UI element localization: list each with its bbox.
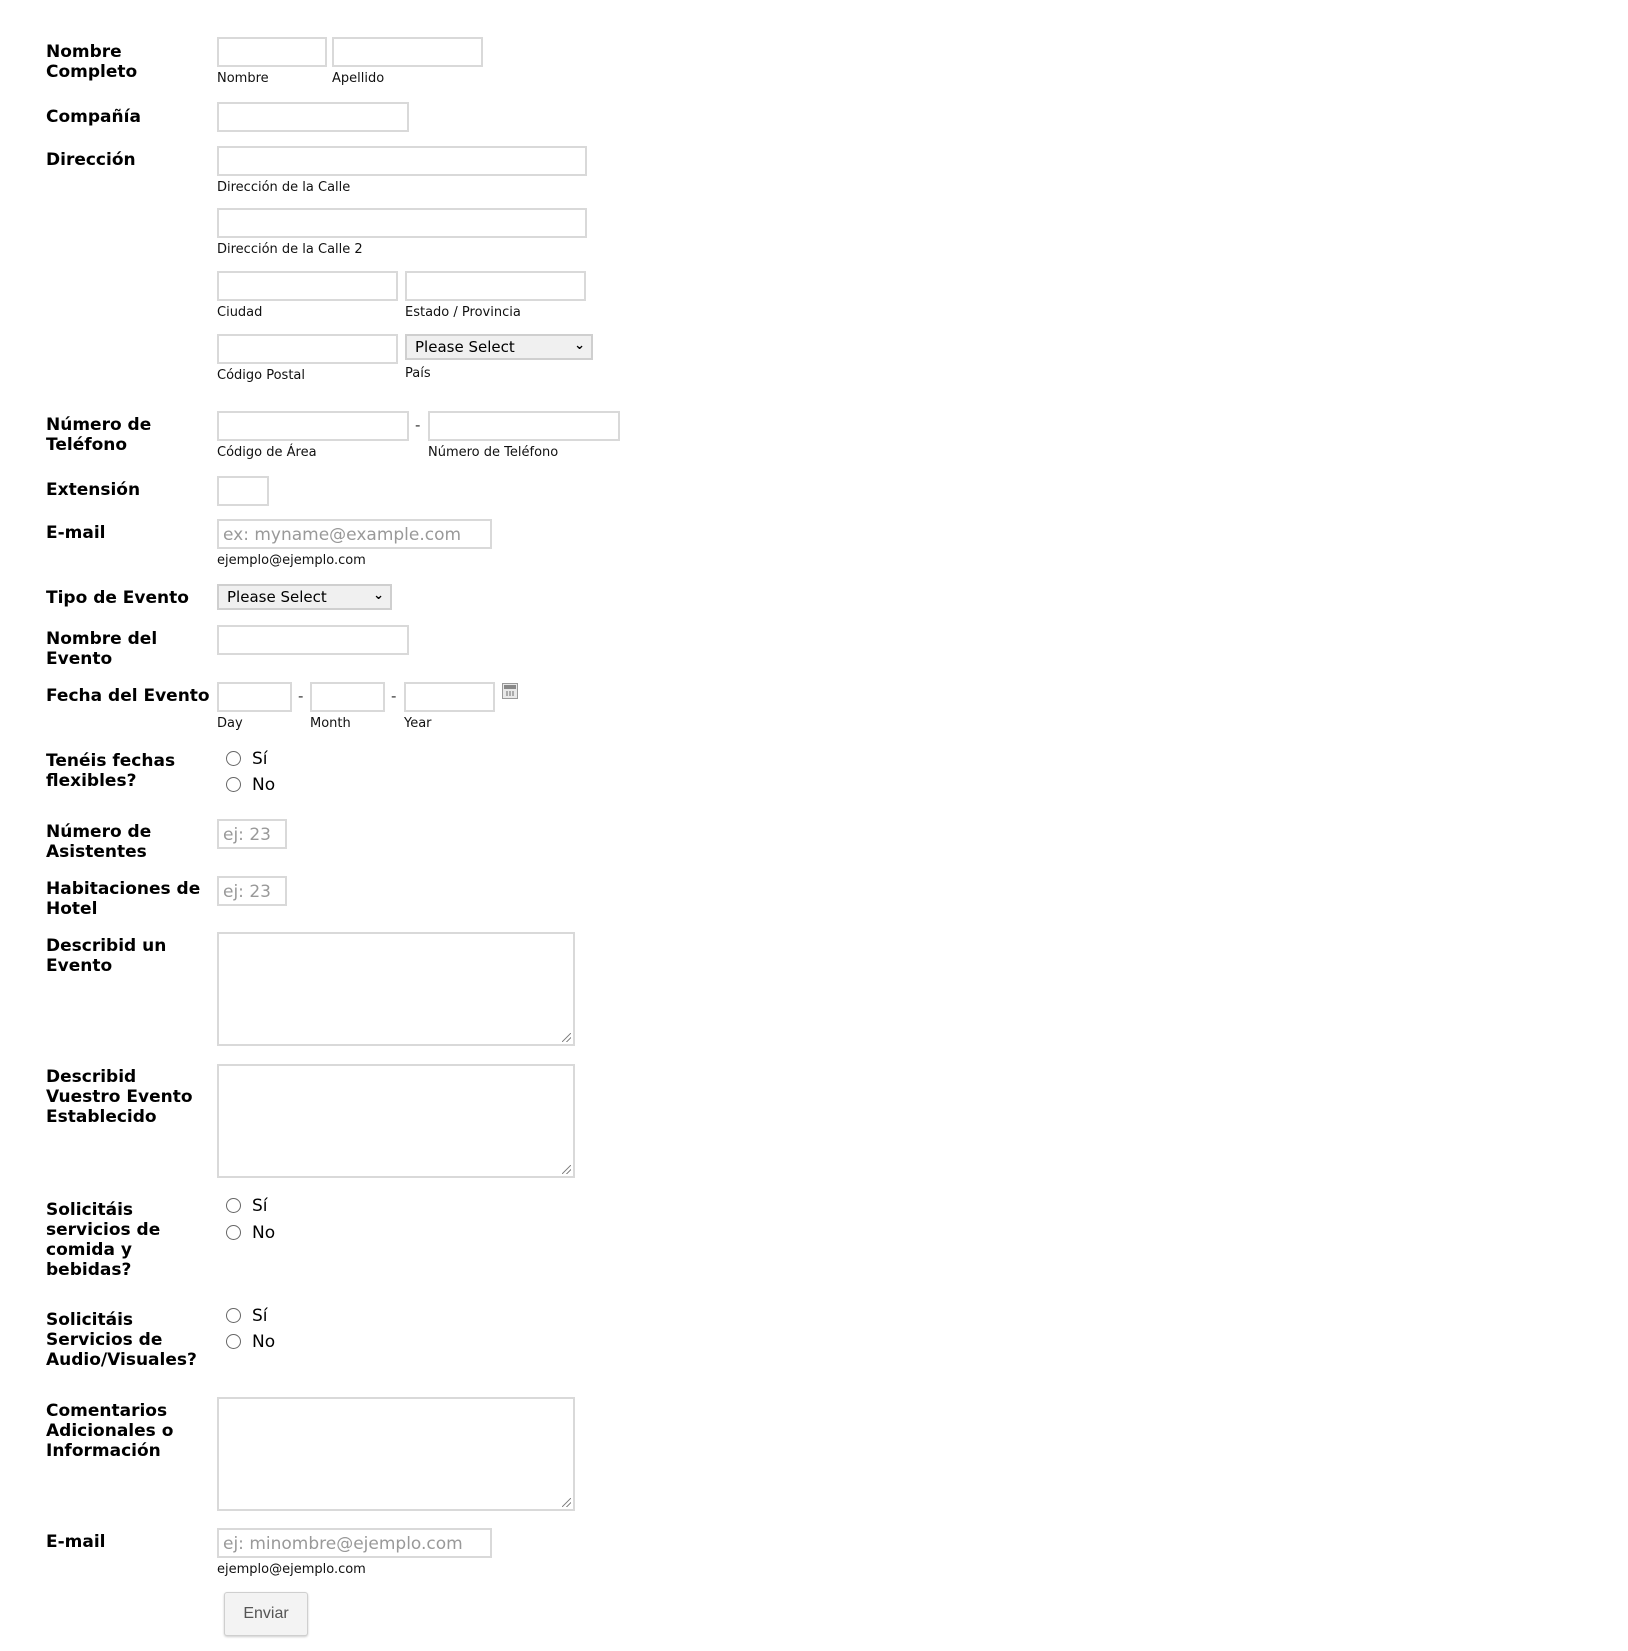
last-name-input[interactable]	[332, 37, 483, 67]
calendar-icon[interactable]	[502, 683, 518, 699]
describe-setup-textarea[interactable]	[217, 1064, 575, 1178]
food-services-label: Solicitáis servicios de comida y bebidas?	[46, 1200, 161, 1280]
food-services-yes-radio[interactable]	[226, 1198, 241, 1213]
submit-button[interactable]: Enviar	[224, 1592, 308, 1636]
flexible-dates-no-radio[interactable]	[226, 777, 241, 792]
event-name-input[interactable]	[217, 625, 409, 655]
resize-grip-icon[interactable]	[562, 1498, 571, 1507]
av-services-no-label: No	[252, 1332, 276, 1352]
resize-grip-icon[interactable]	[562, 1165, 571, 1174]
state-input[interactable]	[405, 271, 586, 301]
flexible-dates-yes-label: Sí	[252, 749, 268, 769]
email-label: E-mail	[46, 523, 106, 543]
event-type-label: Tipo de Evento	[46, 588, 189, 608]
event-date-label: Fecha del Evento	[46, 686, 210, 706]
street-address-2-sublabel: Dirección de la Calle 2	[217, 242, 363, 257]
extension-input[interactable]	[217, 476, 269, 506]
address-label: Dirección	[46, 150, 136, 170]
street-address-sublabel: Dirección de la Calle	[217, 180, 351, 195]
company-input[interactable]	[217, 102, 409, 132]
email-2-label: E-mail	[46, 1532, 106, 1552]
street-address-input[interactable]	[217, 146, 587, 176]
area-code-input[interactable]	[217, 411, 409, 441]
phone-separator: -	[415, 416, 421, 434]
food-services-no-label: No	[252, 1223, 276, 1243]
resize-grip-icon[interactable]	[562, 1033, 571, 1042]
email-input[interactable]: ex: myname@example.com	[217, 519, 492, 549]
event-type-select-value: Please Select	[227, 588, 327, 606]
full-name-label: Nombre Completo	[46, 42, 138, 82]
street-address-2-input[interactable]	[217, 208, 587, 238]
flexible-dates-yes-radio[interactable]	[226, 751, 241, 766]
country-select[interactable]	[405, 334, 593, 360]
area-code-sublabel: Código de Área	[217, 445, 317, 460]
country-sublabel: País	[405, 366, 431, 381]
describe-event-label: Describid un Evento	[46, 936, 167, 976]
first-name-input[interactable]	[217, 37, 327, 67]
hotel-rooms-input[interactable]: ej: 23	[217, 876, 287, 906]
extension-label: Extensión	[46, 480, 141, 500]
email-sublabel: ejemplo@ejemplo.com	[217, 553, 366, 568]
comments-label: Comentarios Adicionales o Información	[46, 1401, 174, 1461]
food-services-no-radio[interactable]	[226, 1225, 241, 1240]
attendees-input[interactable]: ej: 23	[217, 819, 287, 849]
date-separator: -	[391, 687, 397, 705]
phone-number-sublabel: Número de Teléfono	[428, 445, 559, 460]
flexible-dates-label: Tenéis fechas flexibles?	[46, 751, 176, 791]
year-sublabel: Year	[404, 716, 432, 731]
company-label: Compañía	[46, 107, 141, 127]
day-input[interactable]	[217, 682, 292, 712]
describe-event-textarea[interactable]	[217, 932, 575, 1046]
chevron-down-icon: ⌄	[574, 338, 585, 353]
last-name-sublabel: Apellido	[332, 71, 385, 86]
email-2-sublabel: ejemplo@ejemplo.com	[217, 1562, 366, 1577]
hotel-rooms-label: Habitaciones de Hotel	[46, 879, 201, 919]
month-sublabel: Month	[310, 716, 351, 731]
chevron-down-icon: ⌄	[373, 588, 384, 603]
event-type-select[interactable]	[217, 584, 392, 610]
food-services-yes-label: Sí	[252, 1196, 268, 1216]
flexible-dates-no-label: No	[252, 775, 276, 795]
av-services-yes-label: Sí	[252, 1306, 268, 1326]
describe-setup-label: Describid Vuestro Evento Establecido	[46, 1067, 193, 1127]
phone-number-input[interactable]	[428, 411, 620, 441]
city-input[interactable]	[217, 271, 398, 301]
day-sublabel: Day	[217, 716, 243, 731]
city-sublabel: Ciudad	[217, 305, 263, 320]
av-services-no-radio[interactable]	[226, 1334, 241, 1349]
month-input[interactable]	[310, 682, 385, 712]
av-services-yes-radio[interactable]	[226, 1308, 241, 1323]
av-services-label: Solicitáis Servicios de Audio/Visuales?	[46, 1310, 197, 1370]
postal-code-input[interactable]	[217, 334, 398, 364]
phone-label: Número de Teléfono	[46, 415, 152, 455]
first-name-sublabel: Nombre	[217, 71, 269, 86]
date-separator: -	[298, 687, 304, 705]
comments-textarea[interactable]	[217, 1397, 575, 1511]
state-sublabel: Estado / Provincia	[405, 305, 521, 320]
attendees-label: Número de Asistentes	[46, 822, 152, 862]
year-input[interactable]	[404, 682, 495, 712]
event-name-label: Nombre del Evento	[46, 629, 158, 669]
email-2-input[interactable]: ej: minombre@ejemplo.com	[217, 1528, 492, 1558]
postal-code-sublabel: Código Postal	[217, 368, 306, 383]
country-select-value: Please Select	[415, 338, 515, 356]
